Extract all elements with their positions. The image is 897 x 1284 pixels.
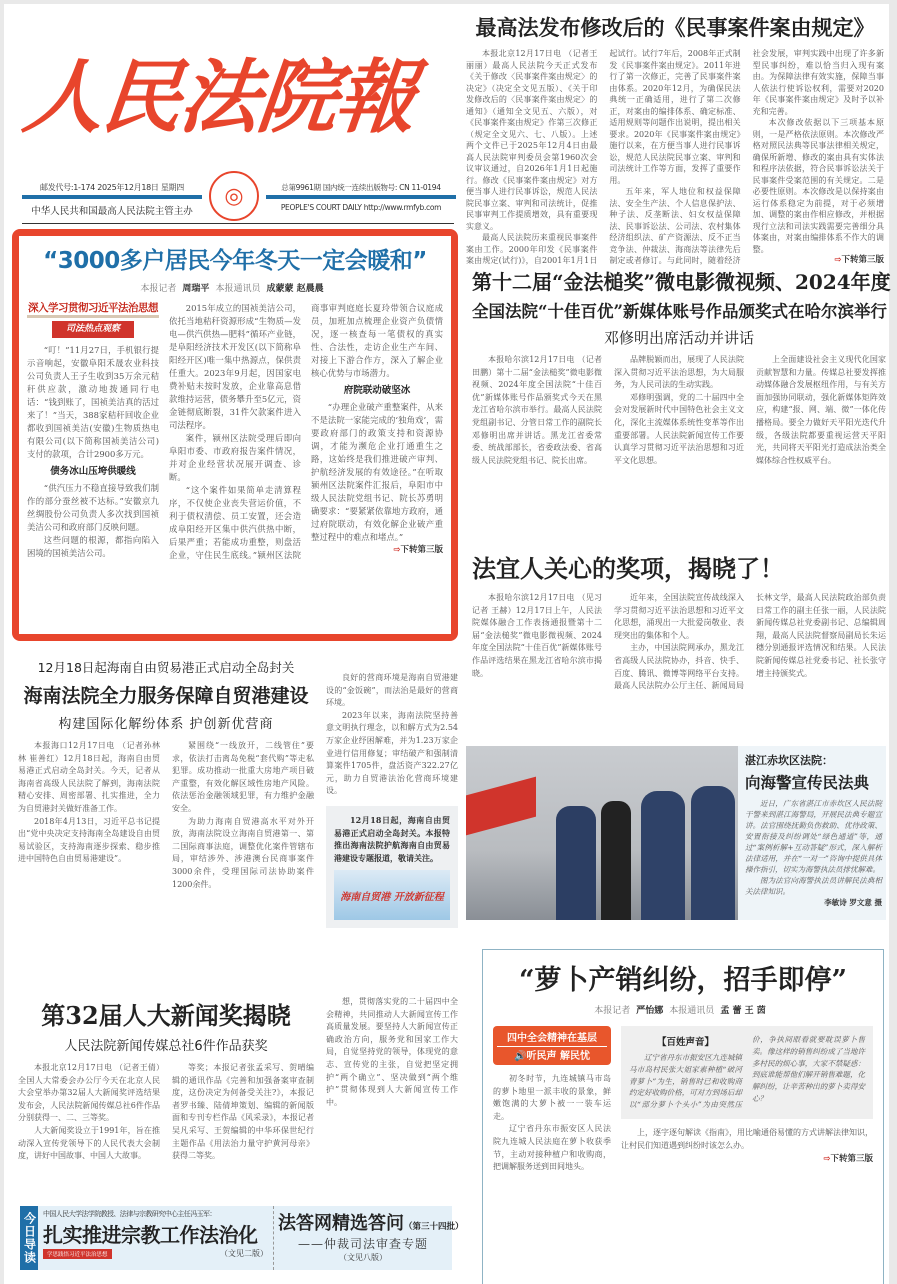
featured-article xyxy=(12,229,458,641)
divider xyxy=(22,223,454,224)
headline-line1: 第十二届“金法槌奖”微电影微视频、2024年度 xyxy=(472,270,891,294)
jump-link[interactable]: ⇨下转第三版 xyxy=(834,255,884,265)
zhanjiang-feature xyxy=(466,746,886,920)
subhead: 人民法院新闻传媒总社6件作品获奖 xyxy=(64,1039,268,1054)
today-guide xyxy=(20,1206,464,1270)
subhead: 府院联动破坚冰 xyxy=(343,385,411,396)
column: 初冬时节，九连城镇马市岛的萝卜地里一派丰收的景象，鲜嫩饱满的大萝卜被一一装车运走。 辽宁省丹东市振安区人民法院九连城人民法庭在萝卜收获季节，主动对接种植户和收购商，把调解服务送到田间地头。 xyxy=(493,1074,611,1172)
column: 上，逐字逐句解读《指南》，用比喻通俗易懂的方式讲解法律知识，让村民们知道遇到纠纷时该怎么办。 xyxy=(621,1127,873,1150)
headline-line2: 全国法院“十佳百优”新媒体账号作品颁奖式在哈尔滨举行 xyxy=(472,302,887,321)
emblem-icon: ◎ xyxy=(209,171,259,221)
column: 本报哈尔滨12月17日电 （记者田鹏）第十二届“金法槌奖”微电影微视频、2024年度全国法院“十佳百优”新媒体账号作品颁奖式今天在黑龙江省哈尔滨市举行。最高人民法院党组副书记、分管日常工作的副院长邓修明出席并讲话。黑龙江省委常委、统战部部长，省委政法委、省高级人民法院党组书记、院长出席。 xyxy=(472,355,602,465)
serial-info: 总第9961期 国内统一连续出版物号: CN 11-0194 xyxy=(266,182,456,199)
headline: “3000多户居民今年冬天一定会暖和” xyxy=(43,248,427,274)
radish-article xyxy=(482,949,884,1284)
citizen-voice-box: 【百姓声音】 辽宁省丹东市振安区九连城镇马市岛村民张大姐家素种植“破河青萝卜”为生，销售时已和收购商约定好收购价格，可对方到场后却以“部分萝卜个头小”为由突然压价，争执间眼看就要耽误萝卜售卖。像这样的销售纠纷成了当地许多村民的烦心事，大家不禁疑惑：到底谁能帮他们解开销售难题，化解纠纷，让辛苦种出的萝卜卖得安心？ xyxy=(621,1026,873,1119)
english-title: PEOPLE'S COURT DAILY http://www.rmfyb.com xyxy=(280,203,442,212)
speaker-icon: 🔊 xyxy=(514,1051,527,1062)
newspaper-page xyxy=(4,4,889,1284)
npc-article xyxy=(18,996,458,1163)
subhead: 债务冰山压垮供暖线 xyxy=(50,466,136,477)
kicker: 湛江赤坎区法院： xyxy=(745,754,833,767)
column: 良好的营商环境是海南自贸港建设的“金饭碗”，而法治是最好的营商环境。 2023年以来，海南法院坚持善意文明执行理念，以和解方式为2.54万家企业纾困解难，并为1.23万家企业进行信用修复；审结破产和强制清算案件1705件，盘活资产322.27亿元，助力自贸港法治化营商环境建设。 xyxy=(326,673,458,796)
byline: 本报记者 周瑞平 本报通讯员 成蒙蒙 赵晨晨 xyxy=(140,284,324,294)
column: 本报北京12月17日电 （记者王倩）全国人大常委会办公厅今天在北京人民大会堂举办第32届人大新闻奖评选结果发布会，人民法院新闻传媒总社6件作品分别获得一、二、三等奖。 人大新闻奖设立于1991年，旨在推动深入宣传党领导下的人民代表大会制度，讲好中国故事、中国人大故事。 xyxy=(18,1063,160,1161)
article-body: 本报北京12月17日电 （记者王丽丽）最高人民法院今天正式发布《关于修改〈民事案件案由规定〉的决定》（决定全文见五版）、《关于印发修改后的〈民事案件案由规定〉的通知》（通知全文见五、六版），对《民事案件案由规定》作第三次修正（规定全文见六、七、八版）。上述两个文件已于2025年12月4日由最高人民法院审判委员会第1960次会议审议通过，自2026年1月1日起施行。修改《民事案件案由规定》对方便当事人进行民事诉讼，规范人民法院民事立案、审判和司法统计，促推民事审判工作提质增效，具有重要现实意义。 最高人民法院历来重视民事案件案由工作。2000年印发《民事案件案由规定(试行)》，自2001年1月1日起试行。试行7年后，2008年正式制发《民事案件案由规定》。2011年进行了第一次修正，完善了民事案件案由体系。2020年12月，为确保民法典统一正确适用，进行了第二次修正，对案由的编排体系、确定标准、适用规则等问题作出说明，提出相关要求。2020年《民事案件案由规定》施行以来，在方便当事人进行民事诉讼，规范人民法院民事立案、审判和司法统计工作等方面，发挥了重要作用。 五年来，军人地位和权益保障法、安全生产法、个人信息保护法、种子法、反垄断法、妇女权益保障法、民事诉讼法、公司法、农村集体经济组织法、矿产资源法、反不正当竞争法、仲裁法、海商法等法律先后制定或者修订。与此同时，随着经济社会发展，审判实践中出现了许多新型民事纠纷，难以恰当归入现有案由。为保障法律有效实施，保障当事人依法行使诉讼权利，需要对2020年《民事案件案由规定》及时予以补充和完善。 本次修改依据以下三项基本原则，一是严格依法原则。本次修改严格对照民法典等民事法律相关规定，确保所新增、修改的案由具有实体法和程序法依据，符合民事诉讼法关于民事案件受案范围的有关规定。二是必要性原则。本次修改是以保持案由运行体系稳定为前提，对于必须增加、调整的案由作相应修改，并根据现行立法和司法实践需要完善细分具体案由，对案由编排体系不作大的调整。 ⇨下转第三版 xyxy=(466,49,884,265)
column: 品牌脱颖而出，展现了人民法院深入贯彻习近平法治思想，为大局服务，为人民司法的生动实践。 邓修明强调，党的二十届四中全会对发展新时代中国特色社会主义文化，深化主流媒体系统性变革等作出重要部署。人民法院新闻宣传工作要认真学习贯彻习近平法治思想和习近平文化思想。 xyxy=(614,355,744,465)
subhead: 邓修明出席活动并讲话 xyxy=(603,329,754,347)
prize-article xyxy=(472,549,886,693)
masthead xyxy=(19,22,454,172)
issue-info: 邮发代号:1-174 2025年12月18日 星期四 xyxy=(22,182,202,199)
article-body xyxy=(18,740,314,891)
column-badge: 四中全会精神在基层 🔊听民声 解民忧 xyxy=(493,1026,611,1065)
top-article xyxy=(466,12,884,267)
jump-link[interactable]: ⇨下转第三版 xyxy=(823,1154,873,1165)
article-body xyxy=(18,1062,314,1163)
headline: 最高法发布修改后的《民事案件案由规定》 xyxy=(475,15,875,40)
headline: “萝卜产销纠纷，招手即停” xyxy=(518,965,848,996)
headline: 法宜人关心的奖项，揭晓了！ xyxy=(472,554,784,583)
jump-link[interactable]: ⇨下转第三版 xyxy=(393,545,443,555)
column: 本报海口12月17日电 （记者孙林林 崔善红）12月18日起，海南自由贸易港正式启动全岛封关。今天，记者从海南省高级人民法院了解到，海南法院精心安排、周密部署、扎实推进，全力为自贸港封关做好准备工作。 2018年4月13日，习近平总书记提出“党中央决定支持海南全岛建设自由贸易试验区，支持海南逐步探索、稳步推进中国特色自由贸易港建设”。 xyxy=(18,741,160,864)
column: 上全面建设社会主义现代化国家贡献智慧和力量。传媒总社要发挥推动媒体融合发展枢纽作用，与有关方面加强协同联动，强化新媒体矩阵效应，构建“报、网、端、微”一体化传播格局。要全力做好天平阳光迭代升级，各级法院都要重视运营天平阳光，共同将天平阳光打造成法治类全媒体综合性权威平台。 xyxy=(756,355,886,465)
photo-credit: 李敏诗 罗文意 摄 xyxy=(824,898,882,907)
guide-item-1[interactable]: 中国人民大学法学院教授、法律与宗教研究中心主任冯玉军： 扎实推进宗教工作法治化 学思践悟习近平法治思想 （文见二版） xyxy=(38,1206,274,1270)
photo-coast-guard xyxy=(466,746,738,920)
feature-text: 近日，广东省湛江市赤坎区人民法院干警来到湛江海警局，开展民法典专题宣讲。法官围绕抚勤负伤救助、优待政策、安置衔接及纠纷调处“绿色通道”等，通过“案例析解+互动答疑”形式，深入解析法律适用，并在“一对一”咨询中提供具体操作指引，切实为海警执法员排忧解难。 图为法官向海警执法员讲解民法典相关法律知识。 xyxy=(745,799,882,896)
article-body xyxy=(472,354,886,467)
publisher: 中华人民共和国最高人民法院主管主办 xyxy=(31,206,193,217)
article-body: 深入学习贯彻习近平法治思想 司法热点观察 “叮！”11月27日，手机银行提示音响起，安徽阜阳禾晟农业科技公司负责人王子生收到35万余元秸秆供应款，激动地拨通同行电话：“钱到账了，国祯美洁真的活过来了！”当天，388家秸秆回收企业都收到国祯美洁(安徽)生物质热电有限公司(以下简称国祯美洁公司)支付的款项，合计2900多万元。 债务冰山压垮供暖线 “供汽压力不稳直接导致我们制作的部分蚕丝被不达标。”安徽京九丝绸股份公司负责人多次找到国祯美洁公司和政府部门反映问题。 这些问题的根源，都指向陷入困境的国祯美洁公司。 2015年成立的国祯美洁公司，依托当地秸秆资源形成“生物质—发电—供汽供热—肥料”循环产业链，是阜阳经济技术开发区(以下简称阜阳经开区)唯一集中热源点，保供责任重大。2023年9月起，因国家电费补贴未按时发放，企业靠高息借款维持运营，债务攀升至5亿元，资金链彻底断裂，31件欠款案件进入司法程序。 案件，颍州区法院受理后即向阜阳市委、市政府报告案件情况，并对企业经营状况展开调查、诊断。 “这个案件如果简单走清算程序，不仅使企业丧失营运价值，不利于债权清偿、员工安置，还会造成阜阳经开区集中供汽供热中断，后果严重；若能成功重整，则盘活企业，守住民生底线。”颍州区法院商事审判庭庭长夏玲带领合议庭成员，加班加点梳理企业资产负债情况，逐一核查每一笔债权的真实性、合法性，走访企业生产车间、对接上下游合作方，深入了解企业核心优势与市场潜力。 府院联动破坚冰 “办理企业破产重整案件，从来不是法院一家能完成的‘独角戏’，需要政府部门的政策支持和资源协调，才能为濒危企业打通重生之路，这始终是我们推进破产审判、护航经济发展的有效途径。”在听取颍州区法院案件汇报后，阜阳市中级人民法院党组书记、院长苏勇明确要求：“要紧紧依靠地方政府，通过府院联动，有效化解企业破产重整过程中的难点和堵点。” ⇨下转第三版 xyxy=(27,302,443,560)
byline: 本报记者 严怡娜 本报通讯员 孟 蕾 王 茵 xyxy=(594,1006,766,1016)
column-banner: 学思践悟习近平法治思想 xyxy=(43,1249,112,1259)
photo-caption: 图为法官向海警执法员讲解民法典相关法律知识。 xyxy=(745,876,882,896)
headline: 向海警宣传民法典 xyxy=(745,773,870,792)
headline: 第32届人大新闻奖揭晓 xyxy=(41,1001,291,1030)
column: 等奖；本报记者张孟采写、贺晴编辑的通讯作品《完善和加强备案审查制度，这份决定为何备受关注?》，本报记者罗书臻、陆倩坤策划、编辑的新闻版面和专刊专栏作品《风采录》，本报记者吴凡采写、王贺编辑的中华环保世纪行主题作品《用法治力量守护黄河母亲》获得二等奖。 xyxy=(172,1063,314,1161)
guide-item-2[interactable]: 法答网精选答问（第三十四批） ——仲裁司法审查专题 （文见八版） xyxy=(278,1213,464,1262)
special-report-thumbnail[interactable]: 海南自贸港 开放新征程 xyxy=(334,870,450,920)
award-article xyxy=(472,266,891,467)
column-badge: 深入学习贯彻习近平法治思想 司法热点观察 xyxy=(27,302,159,338)
subhead: 构建国际化解纷体系 护创新优营商 xyxy=(58,717,274,732)
notice-box: 12月18日起，海南自由贸易港正式启动全岛封关。本报特推出海南法院护航海南自由贸易港建设专题报道，敬请关注。 海南自贸港 开放新征程 xyxy=(326,806,458,928)
column: 紧围绕“一线放开，二线管住”要求，依法打击离岛免税“套代购”等走私犯罪。成功推动一批重大房地产项目破产重整，有效化解区域性房地产风险。依法惩治金融领域犯罪，有力维护金融安全。 为助力海南自贸港高水平对外开放，海南法院设立海南自贸港第一、第二国际商事法庭，调整优化案件管辖布局，审结涉外、涉港澳台民商事案件3000余件，受理国际司法协助案件1200余件。 xyxy=(172,741,314,889)
newspaper-logo: 人民法院報 xyxy=(19,50,419,144)
hainan-article xyxy=(18,658,458,928)
kicker: 12月18日起海南自由贸易港正式启动全岛封关 xyxy=(37,660,295,675)
article-body: 本报哈尔滨12月17日电 （见习记者 王赫）12月17日上午，人民法院媒体融合工作表扬通报暨第十二届“金法槌奖”微电影微视频、2024年度全国法院“十佳百优”新媒体账号作品评选结果在黑龙江省哈尔滨市揭晓。 近年来，全国法院宣传战线深入学习贯彻习近平法治思想和习近平文化思想，涌现出一大批爱岗敬业、表现突出的集体和个人。 主办，中国法院网承办，黑龙江省高级人民法院协办，抖音、快手、百度、腾讯、微博等网络平台支持。最高人民法院办公厅主任、新闻局局长林文学，最高人民法院政治部负责日常工作的副主任张一丽，人民法院新闻传媒总社党委副书记、总编辑周翔，最高人民法院督察局副局长朱运穗分别通报评选情况和结果。人民法院新闻传媒总社党委书记、社长张守增主持颁奖式。 xyxy=(472,593,886,691)
guide-label: 今日导读 xyxy=(20,1206,38,1270)
column: 想，贯彻落实党的二十届四中全会精神，共同推动人大新闻宣传工作高质量发展。要坚持人大新闻宣传正确政治方向，服务党和国家工作大局，自觉坚持党的领导，体现党的意志、宣传党的主张，自觉把坚定拥护“两个确立”、坚决做到“两个维护”贯彻体现到人大新闻宣传工作中。 xyxy=(326,997,458,1107)
headline: 海南法院全力服务保障自贸港建设 xyxy=(23,685,309,707)
